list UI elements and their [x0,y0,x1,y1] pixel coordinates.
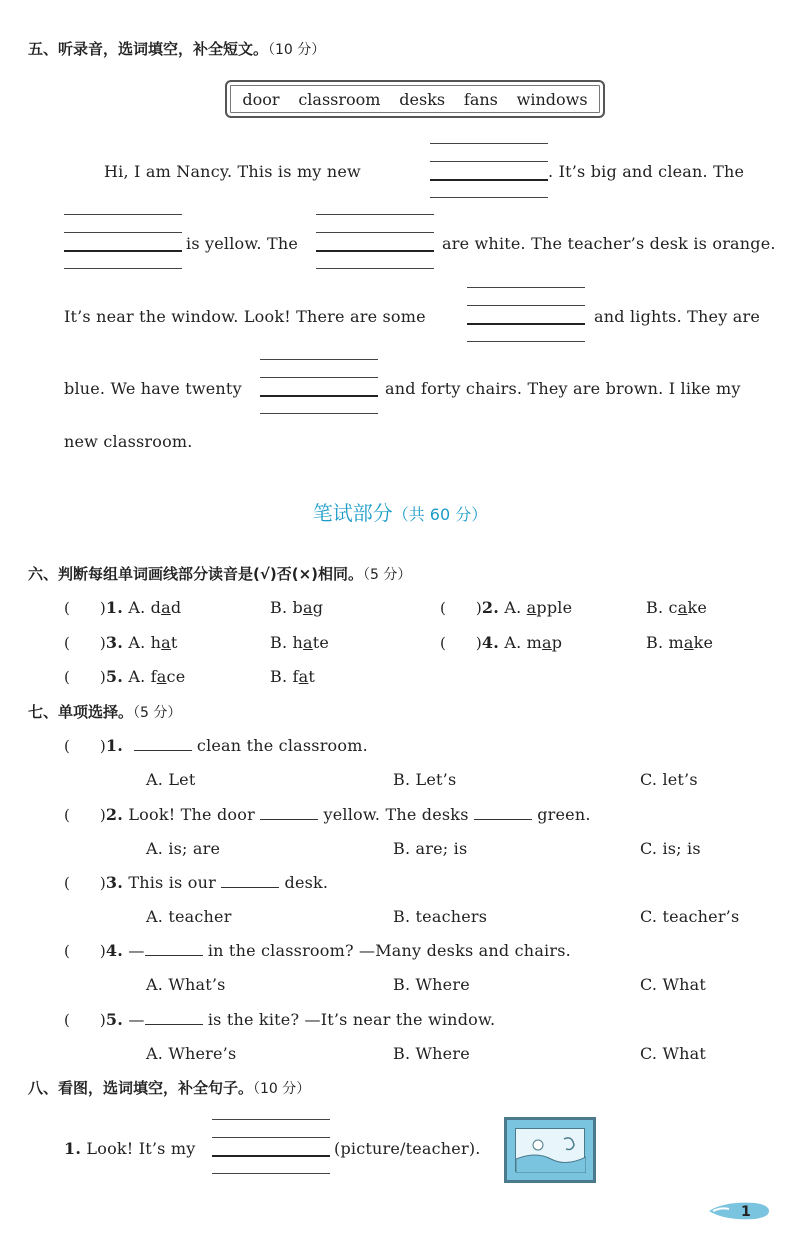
option-a-underlined: a [526,598,537,617]
section5-points: （10 分） [268,42,326,58]
question-1 [64,736,368,755]
choice-c[interactable]: C. What [640,1044,706,1063]
passage-line-3b: and lights. They are [594,307,760,326]
passage-line-3a: It’s near the window. Look! There are some [64,307,426,326]
section7-title-text: 七、单项选择。 [28,703,134,721]
answer-paren[interactable]: ( )5. A. face [64,667,186,686]
page-number-badge [705,1199,771,1223]
answer-paren[interactable]: ( ) [64,942,106,960]
option-b-post: t [308,667,316,686]
choice-c[interactable]: C. What [640,975,706,994]
option-a-pre: A. h [128,633,162,652]
answer-paren[interactable]: ( ) [64,874,106,892]
option-b [646,633,713,652]
choice-b[interactable]: B. teachers [393,907,488,926]
answer-blank-4[interactable] [467,287,585,343]
fill-blank[interactable] [145,941,203,956]
question-5 [64,1010,495,1029]
option-a-pre: A. d [128,598,162,617]
choice-b[interactable]: B. Let’s [393,770,457,789]
option-b-pre: B. m [646,633,684,652]
choice-a[interactable]: A. What’s [146,975,226,994]
option-b-underlined: a [302,598,313,617]
passage-line-5: new classroom. [64,432,193,451]
word-box [225,80,605,118]
fill-blank[interactable] [221,873,279,888]
word-option: windows [516,89,588,109]
item-number: 2. [481,598,500,617]
option-a-post: t [170,633,178,652]
question-number: 1. [64,1139,82,1158]
landscape-icon [516,1129,586,1173]
question-text: Look! The door [128,805,255,824]
choice-b[interactable]: B. Where [393,975,470,994]
option-b-post: te [312,633,330,652]
option-a-underlined: a [161,633,171,652]
fill-blank[interactable] [474,805,532,820]
option-b-underlined: a [677,598,688,617]
option-a-pre: A. [504,598,527,617]
choice-c[interactable]: C. is; is [640,839,701,858]
option-b [270,633,329,652]
option-b [270,598,323,617]
word-option: fans [463,89,498,109]
passage-line-1a: Hi, I am Nancy. This is my new [104,162,361,181]
fill-blank[interactable] [145,1010,203,1025]
question-text: This is our [128,873,216,892]
answer-paren[interactable]: ( ) [64,737,106,755]
answer-blank-5[interactable] [260,359,378,415]
question-text: desk. [284,873,329,892]
s8-question-1-options: (picture/teacher). [334,1139,481,1158]
answer-blank-2[interactable] [64,214,182,270]
question-text: — [128,1010,145,1029]
option-a-underlined: a [156,667,167,686]
option-a-pre: A. f [128,667,157,686]
option-b [646,598,707,617]
answer-blank-1[interactable] [430,143,548,199]
item-number: 1. [105,598,124,617]
question-3 [64,873,328,892]
item-number: 4. [481,633,500,652]
question-2 [64,805,591,824]
section6-title [28,563,411,584]
item-number: 3. [105,633,124,652]
choice-b[interactable]: B. Where [393,1044,470,1063]
word-option: door [242,89,280,109]
option-b-underlined: a [683,633,694,652]
option-b-post: ke [693,633,714,652]
option-b-pre: B. f [270,667,299,686]
section8-title-text: 八、看图，选词填空，补全句子。 [28,1079,254,1097]
question-number: 1. [105,736,124,755]
option-a-post: d [170,598,182,617]
answer-paren[interactable]: ( )4. A. map [440,633,563,652]
section8-points: （10 分） [253,1081,311,1097]
word-option: classroom [298,89,381,109]
section5-title [28,38,325,59]
choice-c[interactable]: C. let’s [640,770,698,789]
passage-line-2a: is yellow. The [186,234,299,253]
section6-points: （5 分） [363,567,412,583]
passage-line-4b: and forty chairs. They are brown. I like my [385,379,741,398]
s8-question-1 [64,1139,195,1158]
section5-title-text: 五、听录音，选词填空，补全短文。 [28,40,269,58]
answer-blank-s8-1[interactable] [212,1119,330,1175]
answer-paren[interactable]: ( )2. A. apple [440,598,573,617]
written-part-heading [0,497,800,526]
item-number: 5. [105,667,124,686]
choice-a[interactable]: A. Let [146,770,196,789]
choice-c[interactable]: C. teacher’s [640,907,740,926]
option-a-post: pple [536,598,573,617]
answer-blank-3[interactable] [316,214,434,270]
option-b-underlined: a [298,667,309,686]
answer-paren[interactable]: ( )3. A. hat [64,633,178,652]
written-part-title: 笔试部分 [312,501,393,525]
passage-line-1b: . It’s big and clean. The [548,162,745,181]
question-text: Look! It’s my [86,1139,196,1158]
question-4 [64,941,571,960]
option-b-underlined: a [303,633,313,652]
question-number: 3. [105,873,124,892]
choice-b[interactable]: B. are; is [393,839,468,858]
option-a-pre: A. m [504,633,543,652]
option-a-post: ce [166,667,186,686]
choice-a[interactable]: A. teacher [146,907,232,926]
question-text: green. [537,805,591,824]
option-b-post: ke [687,598,708,617]
page-number: 1 [741,1204,751,1220]
option-b-post: g [312,598,324,617]
section8-title [28,1077,310,1098]
word-option: desks [399,89,446,109]
choice-a[interactable]: A. is; are [146,839,221,858]
option-b-pre: B. b [270,598,303,617]
answer-paren[interactable]: ( ) [64,806,106,824]
picture-illustration [504,1117,596,1183]
fill-blank[interactable] [134,736,192,751]
section7-points: （5 分） [133,705,182,721]
question-text: in the classroom? —Many desks and chairs. [207,941,571,960]
option-a-underlined: a [161,598,171,617]
question-number: 2. [105,805,124,824]
answer-paren[interactable]: ( )1. A. dad [64,598,182,617]
question-number: 4. [105,941,124,960]
option-b-pre: B. h [270,633,304,652]
question-text: — [128,941,145,960]
option-a-underlined: a [542,633,552,652]
option-a-post: p [551,633,563,652]
option-b-pre: B. c [646,598,678,617]
question-number: 5. [105,1010,124,1029]
section7-title [28,701,181,722]
answer-paren[interactable]: ( ) [64,1011,106,1029]
passage-line-2b: are white. The teacher’s desk is orange. [442,234,776,253]
passage-line-4a: blue. We have twenty [64,379,242,398]
fill-blank[interactable] [260,805,318,820]
choice-a[interactable]: A. Where’s [146,1044,237,1063]
section6-title-text: 六、判断每组单词画线部分读音是(√)否(×)相同。 [28,565,363,583]
written-part-points: （共 60 分） [392,505,488,524]
question-text: is the kite? —It’s near the window. [207,1010,496,1029]
question-text: clean the classroom. [196,736,368,755]
question-text: yellow. The desks [323,805,469,824]
option-b [270,667,315,686]
